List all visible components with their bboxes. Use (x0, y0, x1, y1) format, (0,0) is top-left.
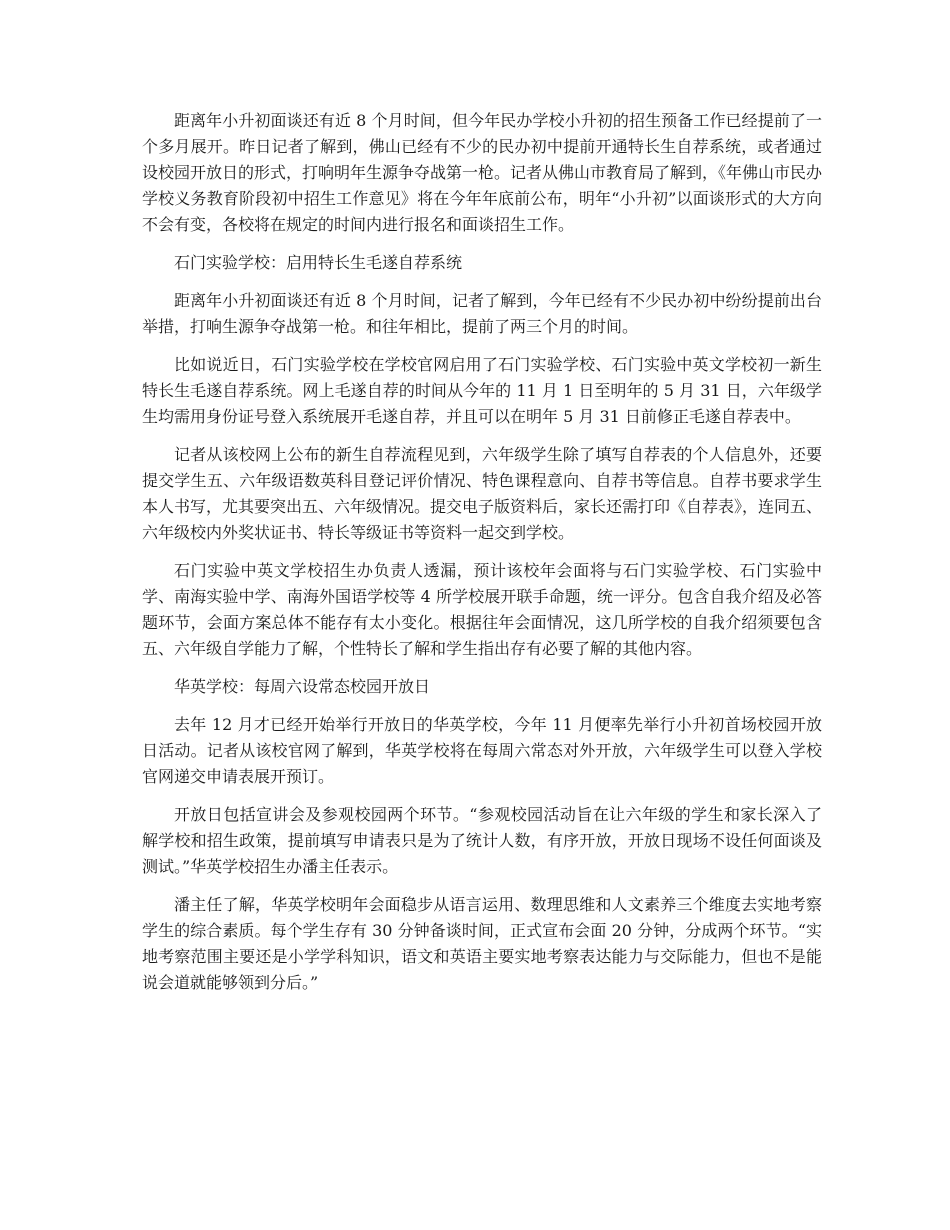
section-heading-huaying: 华英学校：每周六设常态校园开放日 (174, 677, 431, 696)
paragraph-shimen-4: 石门实验中英文学校招生办负责人透漏，预计该校年会面将与石门实验学校、石门实验中学、南海实验中学、南海外国语学校等 4 所学校展开联手命题，统一评分。包含自我介绍及必答题环节，会面方案总体不能存有太小变化。根据往年会面情况，这几所学校的自我介绍须要包含五、六年级自学能力了解，个性特长了解和学生指出存有必要了解的其他内容。 (142, 561, 822, 658)
paragraph-shimen-1: 距离年小升初面谈还有近 8 个月时间，记者了解到，今年已经有不少民办初中纷纷提前出台举措，打响生源争夺战第一枪。和往年相比，提前了两三个月的时间。 (142, 291, 822, 336)
paragraph-huaying-3: 潘主任了解，华英学校明年会面稳步从语言运用、数理思维和人文素养三个维度去实地考察学生的综合素质。每个学生存有 30 分钟备谈时间，正式宣布会面 20 分钟，分成两个环节。“实地考察范围主要还是小学学科知识，语文和英语主要实地考察表达能力与交际能力，但也不是能说会道就能够领到分后。” (142, 895, 822, 992)
section-heading-shimen: 石门实验学校：启用特长生毛遂自荐系统 (174, 253, 463, 272)
paragraph-shimen-2: 比如说近日，石门实验学校在学校官网启用了石门实验学校、石门实验中英文学校初一新生特长生毛遂自荐系统。网上毛遂自荐的时间从今年的 11 月 1 日至明年的 5 月 31 日，六年级学生均需用身份证号登入系统展开毛遂自荐，并且可以在明年 5 月 31 日前修正毛遂自荐表中。 (142, 355, 822, 426)
paragraph-intro: 距离年小升初面谈还有近 8 个月时间，但今年民办学校小升初的招生预备工作已经提前了一个多月展开。昨日记者了解到，佛山已经有不少的民办初中提前开通特长生自荐系统，或者通过设校园开放日的形式，打响明年生源争夺战第一枪。记者从佛山市教育局了解到，《年佛山市民办学校义务教育阶段初中招生工作意见》将在今年年底前公布，明年“小升初”以面谈形式的大方向不会有变，各校将在规定的时间内进行报名和面谈招生工作。 (142, 111, 823, 234)
article-body (142, 108, 822, 1008)
paragraph-shimen-3: 记者从该校网上公布的新生自荐流程见到，六年级学生除了填写自荐表的个人信息外，还要提交学生五、六年级语数英科目登记评价情况、特色课程意向、自荐书等信息。自荐书要求学生本人书写，尤其要突出五、六年级情况。提交电子版资料后，家长还需打印《自荐表》，连同五、六年级校内外奖状证书、特长等级证书等资料一起交到学校。 (142, 445, 823, 542)
paragraph-huaying-2: 开放日包括宣讲会及参观校园两个环节。“参观校园活动旨在让六年级的学生和家长深入了解学校和招生政策，提前填写申请表只是为了统计人数，有序开放，开放日现场不设任何面谈及测试。”华英学校招生办潘主任表示。 (142, 805, 822, 876)
paragraph-huaying-1: 去年 12 月才已经开始举行开放日的华英学校，今年 11 月便率先举行小升初首场校园开放日活动。记者从该校官网了解到，华英学校将在每周六常态对外开放，六年级学生可以登入学校官网递交申请表展开预订。 (142, 715, 822, 786)
